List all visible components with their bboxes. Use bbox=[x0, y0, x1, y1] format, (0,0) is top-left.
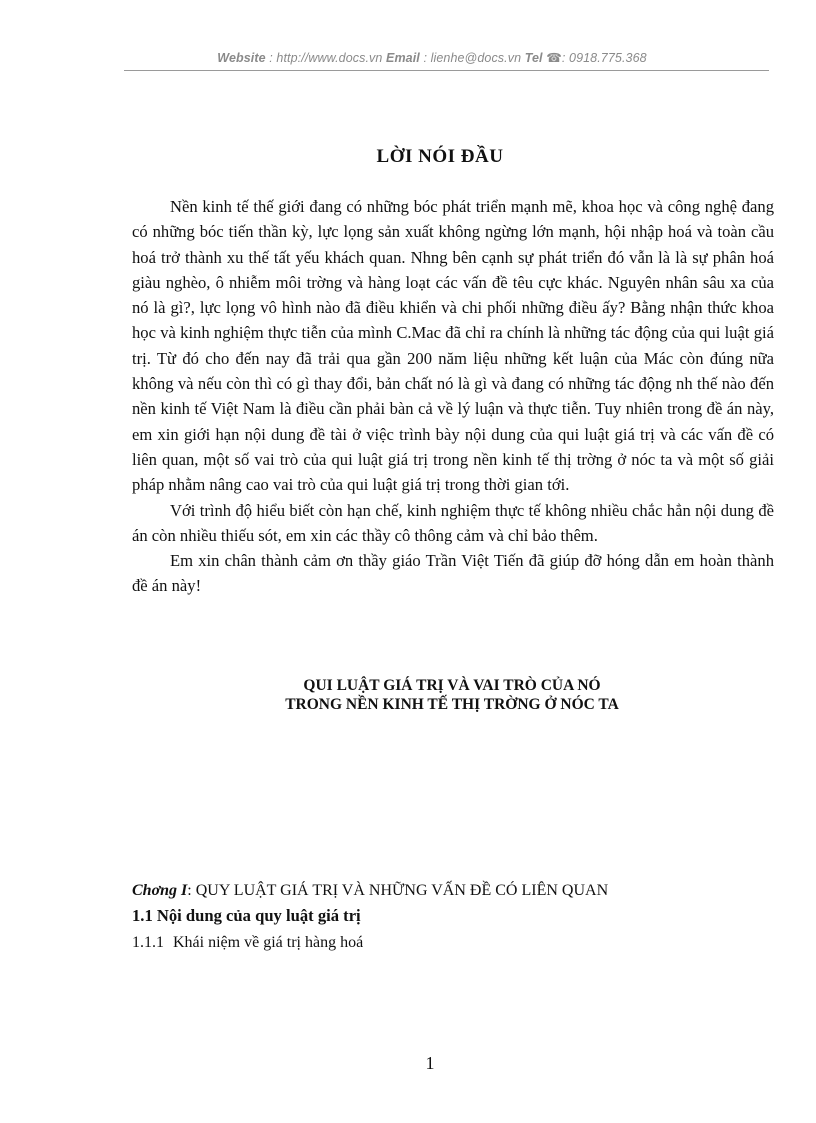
document-title-line-1: QUI LUẬT GIÁ TRỊ VÀ VAI TRÒ CỦA NÓ bbox=[303, 677, 601, 694]
phone-number: 0918.775.368 bbox=[569, 51, 647, 65]
section-heading: 1.1 Nội dung của quy luật giá trị bbox=[132, 906, 361, 925]
page-number: 1 bbox=[425, 1053, 435, 1073]
subsection-title: Khái niệm về giá trị hàng hoá bbox=[173, 934, 364, 951]
intro-body bbox=[132, 194, 774, 599]
tel-label: Tel bbox=[524, 51, 543, 65]
page-title: LỜI NÓI ĐẦU bbox=[376, 146, 504, 167]
document-title-line-2: TRONG NỀN KINH TẾ THỊ TRỜNG Ở NÓC TA bbox=[285, 696, 619, 713]
document-title bbox=[130, 676, 774, 714]
subsection-number: 1.1.1 bbox=[132, 934, 164, 951]
page-header: Website : http://www.docs.vn Email : lienhe@docs.vn Tel ☎: 0918.775.368 bbox=[217, 51, 647, 65]
website-label: Website bbox=[217, 51, 266, 65]
email-address[interactable]: lienhe@docs.vn bbox=[430, 51, 522, 65]
intro-paragraph-3: Em xin chân thành cảm ơn thầy giáo Trần Việt Tiến đã giúp đỡ hóng dẫn em hoàn thành đề án này! bbox=[132, 551, 774, 596]
chapter-label: Chơng I bbox=[132, 882, 188, 899]
phone-icon: ☎ bbox=[546, 51, 562, 65]
website-url[interactable]: http://www.docs.vn bbox=[276, 51, 383, 65]
subsection-heading bbox=[132, 934, 363, 952]
chapter-title: : QUY LUẬT GIÁ TRỊ VÀ NHỮNG VẤN ĐỀ CÓ LIÊN QUAN bbox=[187, 882, 609, 899]
header-divider bbox=[124, 70, 769, 71]
chapter-heading bbox=[132, 882, 772, 900]
email-label: Email bbox=[386, 51, 420, 65]
intro-paragraph-2: Với trình độ hiểu biết còn hạn chế, kinh nghiệm thực tế không nhiều chắc hẳn nội dung đề án còn nhiều thiếu sót, em xin các thầy cô thông cảm và chỉ bảo thêm. bbox=[132, 500, 774, 545]
intro-paragraph-1: Nền kinh tế thế giới đang có những bóc phát triển mạnh mẽ, khoa học và công nghệ đang có những bóc tiến thần kỳ, lực lọng sản xuất không ngừng lớn mạnh, hội nhập hoá và toàn cầu hoá trở thành xu thế tất yếu khách quan. Nhng bên cạnh sự phát triển đó vẫn là là sự phân hoá giàu nghèo, ô nhiễm môi trờng và hàng loạt các vấn đề têu cực khác. Nguyên nhân sâu xa của nó là gì?, lực lọng vô hình nào đã điều khiển và chi phối những điều ấy? Bằng nhận thức khoa học và kinh nghiệm thực tiễn của mình C.Mac đã chỉ ra chính là những tác động của qui luật giá trị. Từ đó cho đến nay đã trải qua gần 200 năm liệu những kết luận của Mác còn đúng nữa không và nếu còn thì có gì thay đổi, bản chất nó là gì và đang có những tác động nh thế nào đến nền kinh tế Việt Nam là điều cần phải bàn cả về lý luận và thực tiễn. Tuy nhiên trong đề án này, em xin giới hạn nội dung đề tài ở việc trình bày nội dung của qui luật giá trị và các vấn đề có liên quan, một số vai trò của qui luật giá trị trong nền kinh tế thị trờng ở nóc ta và một số giải pháp nhằm nâng cao vai trò của qui luật giá trị trong thời gian tới. bbox=[132, 197, 774, 495]
